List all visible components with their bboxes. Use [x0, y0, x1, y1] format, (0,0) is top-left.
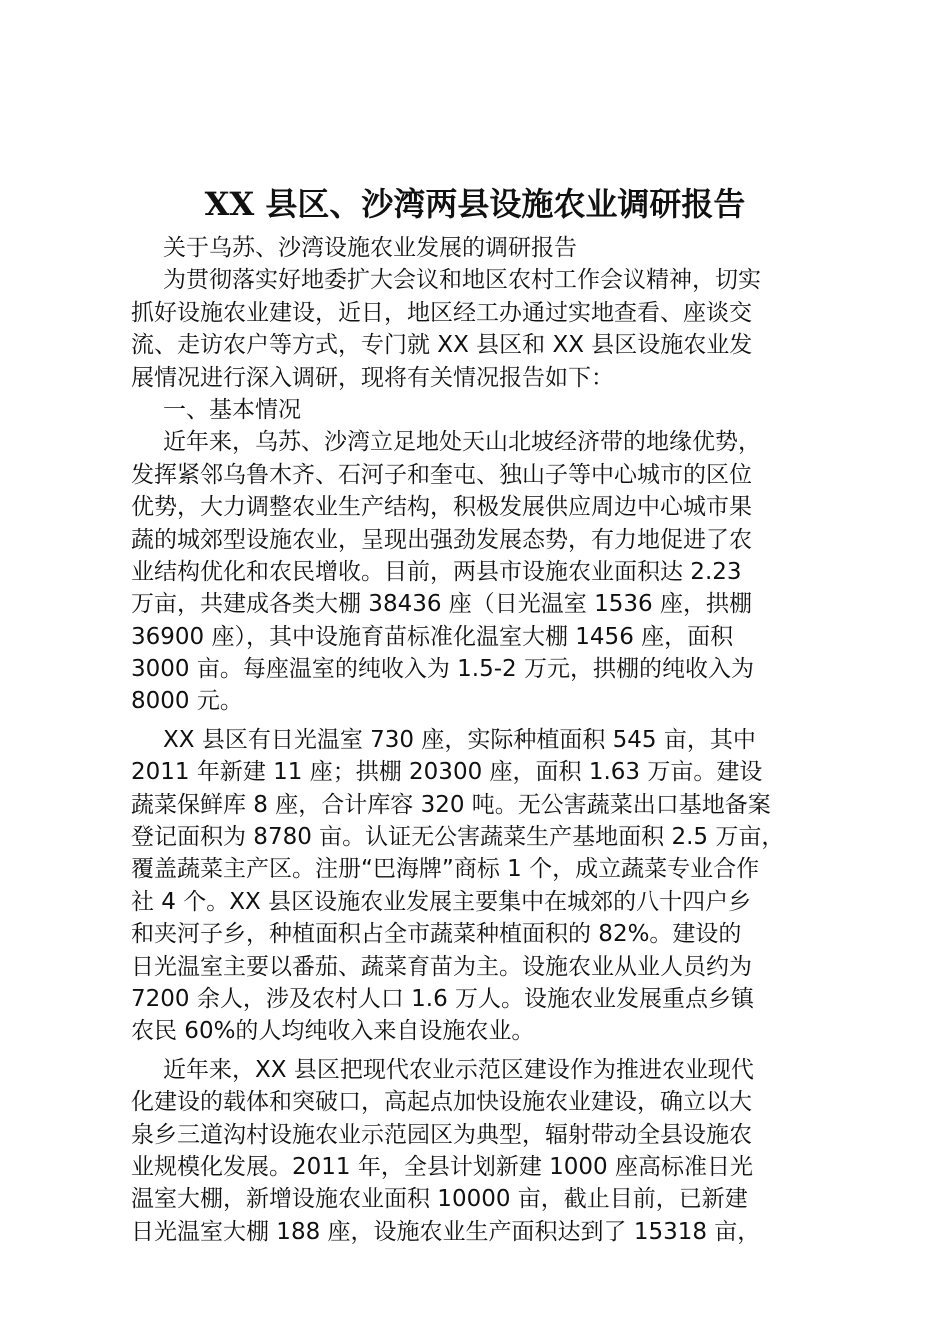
body-line: 7200 余人，涉及农村人口 1.6 万人。设施农业发展重点乡镇: [131, 985, 755, 1012]
body-line: 3000 亩。每座温室的纯收入为 1.5-2 万元，拱棚的纯收入为: [131, 656, 754, 683]
body-line: 化建设的载体和突破口，高起点加快设施农业建设，确立以大: [131, 1089, 752, 1116]
document-body: [131, 232, 837, 1248]
body-line: 36900 座），其中设施育苗标准化温室大棚 1456 座，面积: [131, 623, 734, 650]
body-line: 近年来，乌苏、沙湾立足地处天山北坡经济带的地缘优势，: [163, 429, 761, 456]
body-line: 泉乡三道沟村设施农业示范园区为典型，辐射带动全县设施农: [131, 1121, 752, 1148]
body-line: 蔬的城郊型设施农业，呈现出强劲发展态势，有力地促进了农: [131, 526, 752, 553]
body-line: 展情况进行深入调研，现将有关情况报告如下：: [131, 364, 614, 391]
body-line: 温室大棚，新增设施农业面积 10000 亩，截止目前，已新建: [131, 1186, 748, 1213]
body-line: 为贯彻落实好地委扩大会议和地区农村工作会议精神，切实: [163, 267, 761, 294]
body-line: 农民 60%的人均纯收入来自设施农业。: [131, 1018, 535, 1045]
report-subtitle: 关于乌苏、沙湾设施农业发展的调研报告: [163, 235, 577, 261]
body-line: 和夹河子乡，种植面积占全市蔬菜种植面积的 82%。建设的: [131, 921, 742, 948]
body-line: 日光温室大棚 188 座，设施农业生产面积达到了 15318 亩，: [131, 1218, 761, 1245]
section-heading: 一、基本情况: [163, 396, 301, 423]
body-line: 业结构优化和农民增收。目前，两县市设施农业面积达 2.23: [131, 558, 742, 585]
body-line: XX 县区有日光温室 730 座，实际种植面积 545 亩，其中: [163, 726, 756, 753]
body-line: 社 4 个。XX 县区设施农业发展主要集中在城郊的八十四户乡: [131, 888, 752, 915]
body-line: 优势，大力调整农业生产结构，积极发展供应周边中心城市果: [131, 494, 752, 521]
body-line: 覆盖蔬菜主产区。注册“巴海牌”商标 1 个，成立蔬菜专业合作: [131, 856, 760, 883]
body-line: 日光温室主要以番茄、蔬菜育苗为主。设施农业从业人员约为: [131, 953, 752, 980]
body-line: 万亩，共建成各类大棚 38436 座（日光温室 1536 座，拱棚: [131, 591, 752, 618]
body-line: 近年来，XX 县区把现代农业示范区建设作为推进农业现代: [163, 1056, 754, 1083]
body-line: 发挥紧邻乌鲁木齐、石河子和奎屯、独山子等中心城市的区位: [131, 461, 752, 488]
body-line: 8000 元。: [131, 688, 243, 715]
body-line: 流、走访农户等方式，专门就 XX 县区和 XX 县区设施农业发: [131, 332, 753, 359]
document-title: XX 县区、沙湾两县设施农业调研报告: [204, 185, 746, 223]
body-line: 登记面积为 8780 亩。认证无公害蔬菜生产基地面积 2.5 万亩，: [131, 824, 785, 851]
body-line: 业规模化发展。2011 年，全县计划新建 1000 座高标准日光: [131, 1153, 753, 1180]
body-line: 抓好设施农业建设，近日，地区经工办通过实地查看、座谈交: [131, 299, 752, 326]
body-line: 2011 年新建 11 座；拱棚 20300 座，面积 1.63 万亩。建设: [131, 759, 763, 786]
body-line: 蔬菜保鲜库 8 座，合计库容 320 吨。无公害蔬菜出口基地备案: [131, 791, 771, 818]
